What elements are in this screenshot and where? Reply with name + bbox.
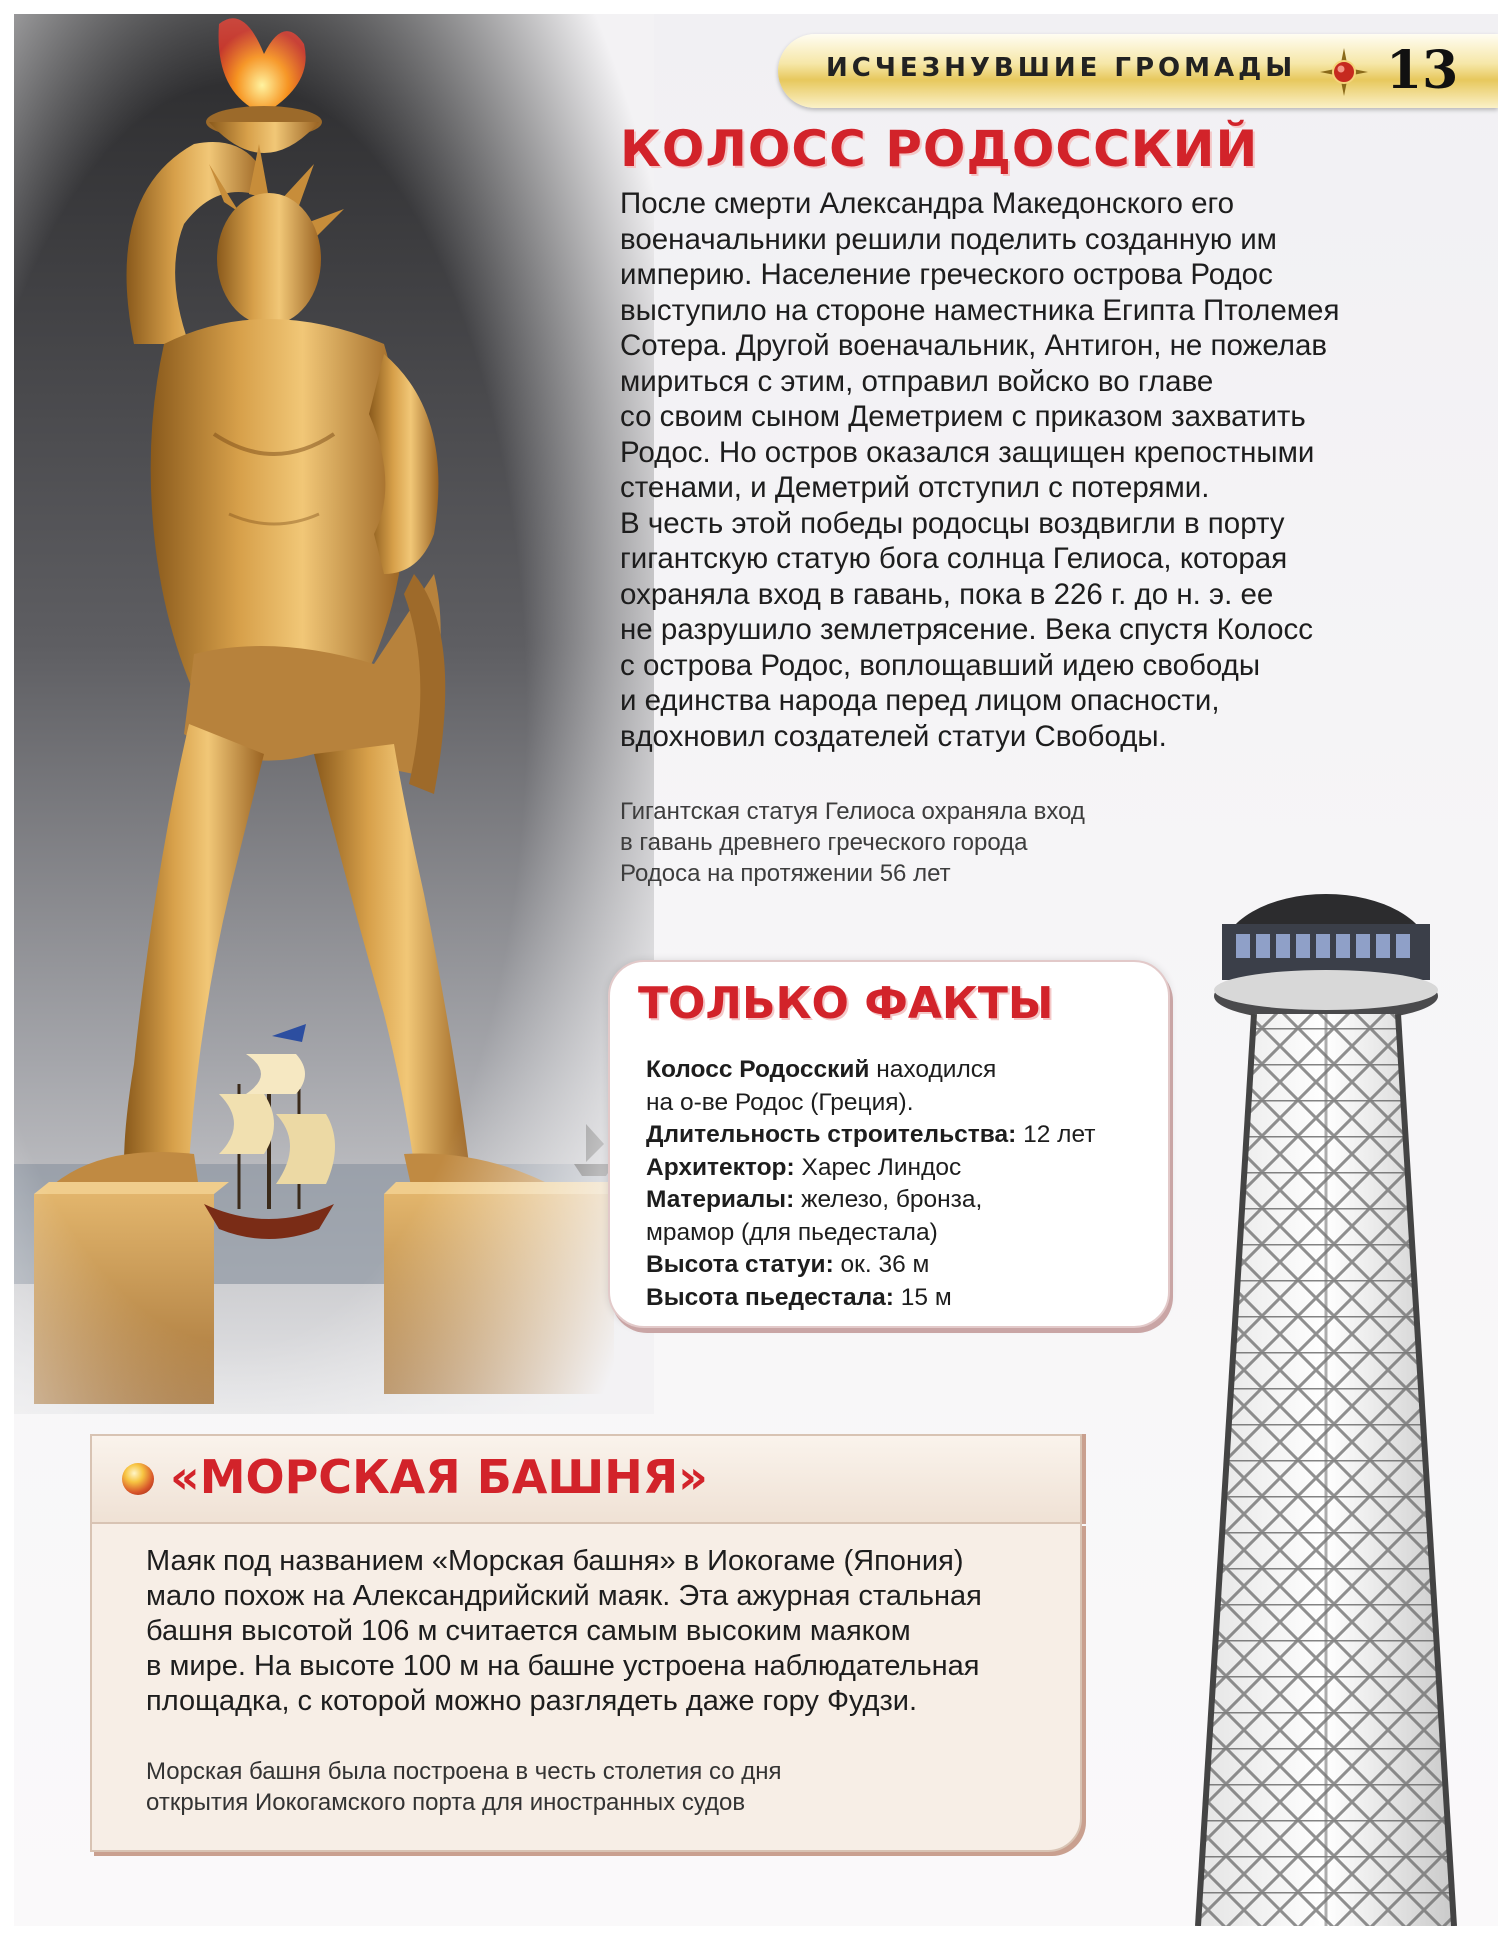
colossus-caption: Гигантская статуя Гелиоса охраняла вход в гавань древнего греческого города Родоса на протяжении 56 лет (620, 798, 1085, 887)
fact-item (646, 1282, 1156, 1315)
article-body: После смерти Александра Македонского его военачальники решили поделить созданную им империю. Население греческого острова Родос выступило на стороне наместника Египта Птолемея Сотера. Другой военачальник, Антигон, не пожелав мириться с этим, отправил войско во главе со своим сыном Деметрием с приказом захватить Родос. Но остров оказался защищен крепостными стенами, и Деметрий отступил с потерями. В честь этой победы родосцы воздвигли в порту гигантскую статую бога солнца Гелиоса, которая охраняла вход в гавань, пока в 226 г. до н. э. ее не разрушило землетрясение. Века спустя Колосс с острова Родос, воплощавший идею свободы и единства народа перед лицом опасности, вдохновил создателей статуи Свободы. (620, 187, 1340, 753)
compass-icon (1318, 46, 1370, 98)
facts-title: ТОЛЬКО ФАКТЫ (638, 978, 1054, 1029)
facts-box (608, 960, 1170, 1328)
colossus-illustration (14, 14, 654, 1414)
marine-tower-illustration (1154, 884, 1498, 1926)
page-header (778, 34, 1498, 108)
fact-value: железо, бронза, мрамор (для пьедестала) (646, 1186, 983, 1246)
fact-item (646, 1249, 1156, 1282)
fact-value: Харес Линдос (794, 1153, 962, 1181)
fact-label: Высота пьедестала: (646, 1283, 894, 1311)
tower-section-body: Маяк под названием «Морская башня» в Иокогаме (Япония) мало похож на Александрийский маяк. Эта ажурная стальная башня высотой 106 м считается самым высоким маяком в мире. На высоте 100 м на башне устроена наблюдательная площадка, с которой можно разглядеть даже гору Фудзи. (146, 1545, 982, 1717)
fact-label: Длительность строительства: (646, 1121, 1017, 1148)
fact-label: Колосс Родосский (646, 1056, 870, 1083)
article-title: КОЛОСС РОДОССКИЙ (620, 120, 1259, 178)
page-number: 13 (1386, 40, 1459, 101)
fact-value: ок. 36 м (833, 1251, 930, 1278)
fact-item (646, 1119, 1156, 1152)
section-header-title: ИСЧЕЗНУВШИЕ ГРОМАДЫ (826, 53, 1297, 83)
tower-section-title: «МОРСКАЯ БАШНЯ» (170, 1450, 708, 1504)
facts-list (646, 1054, 1156, 1314)
bullet-icon (122, 1463, 154, 1495)
fact-item (646, 1152, 1156, 1185)
fact-label: Материалы: (646, 1186, 795, 1213)
fact-label: Архитектор: (646, 1153, 795, 1181)
page (14, 14, 1498, 1926)
fact-value: находился на о-ве Родос (Греция). (646, 1056, 997, 1116)
fact-item (646, 1054, 1156, 1119)
tower-section-box (90, 1522, 1082, 1852)
fact-label: Высота статуи: (646, 1251, 834, 1278)
fact-item (646, 1184, 1156, 1249)
tower-section-caption: Морская башня была построена в честь столетия со дня открытия Иокогамского порта для иностранных судов (146, 1758, 782, 1816)
fact-value: 15 м (893, 1283, 952, 1311)
tower-section-banner (90, 1434, 1082, 1524)
fact-value: 12 лет (1016, 1121, 1096, 1148)
